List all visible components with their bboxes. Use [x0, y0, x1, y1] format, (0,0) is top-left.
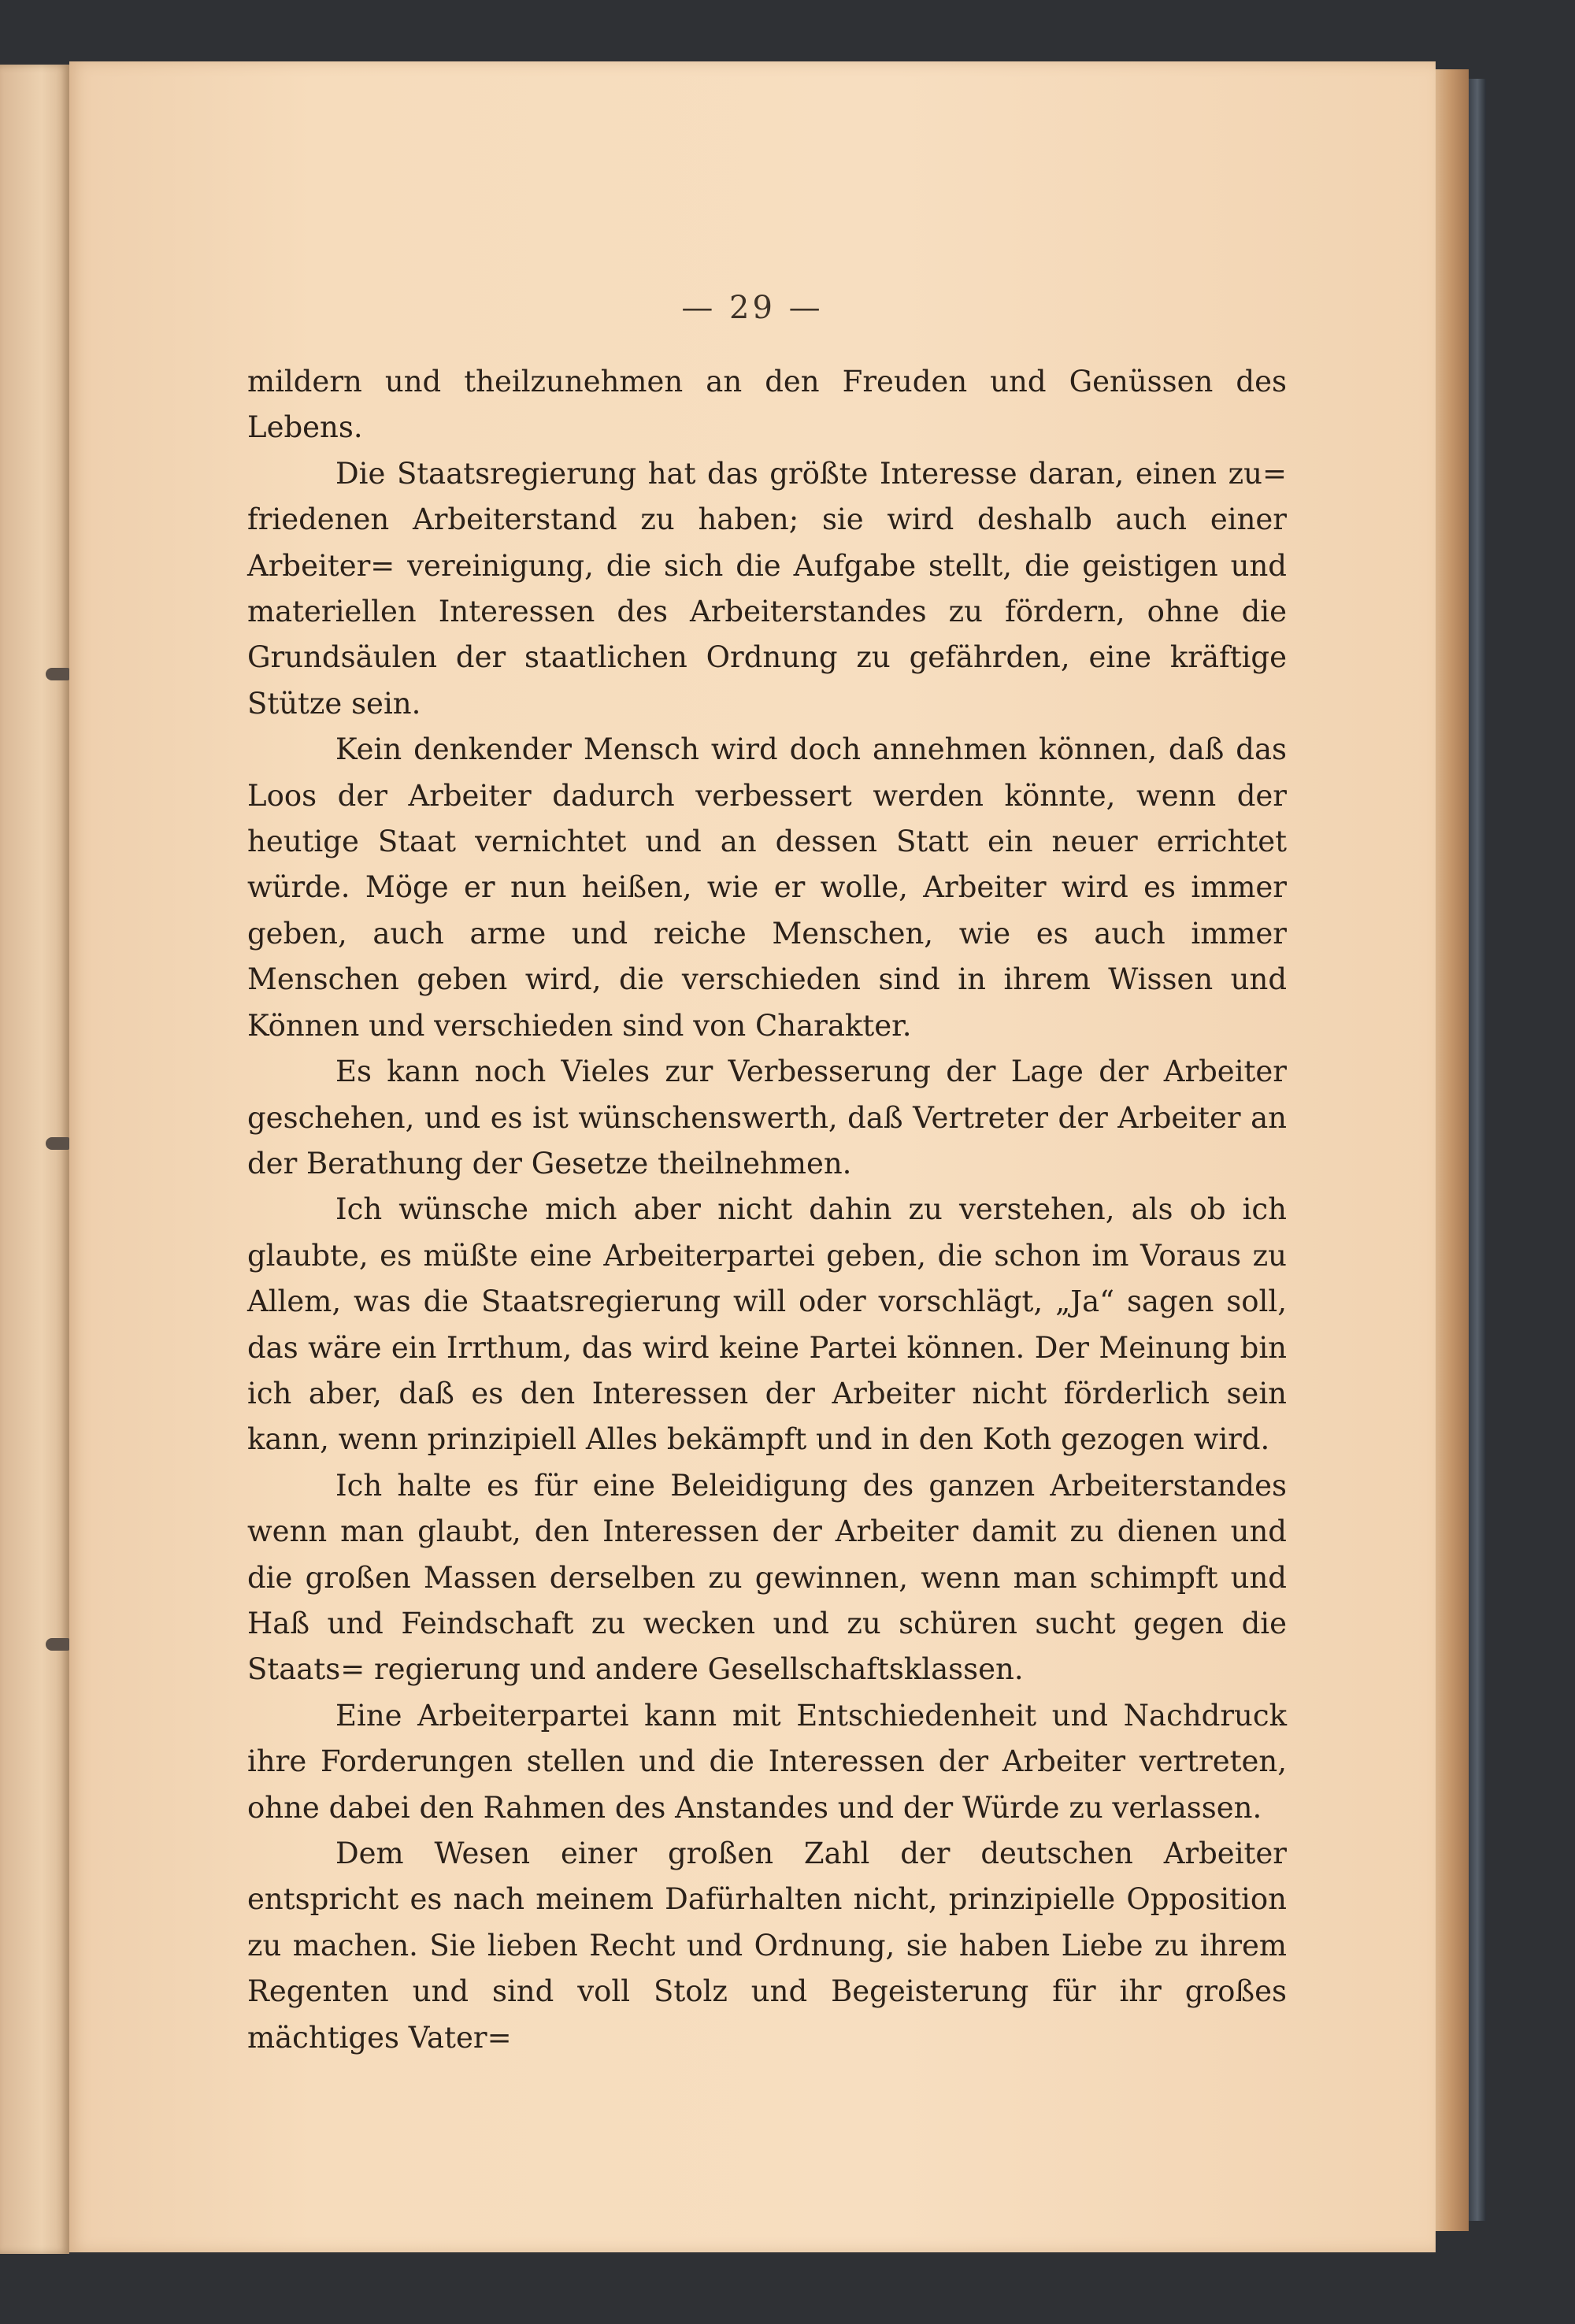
page-number: — 29 —	[681, 290, 824, 326]
facing-page-edge	[0, 65, 69, 2254]
paragraph: Es kann noch Vieles zur Verbesserung der Lage der Arbeiter geschehen, und es ist wünschenswerth, daß Vertreter der Arbeiter an der Berathung der Gesetze theilnehmen.	[247, 1055, 1287, 1181]
page-block-edge	[1436, 69, 1469, 2231]
binding-hole	[46, 668, 69, 680]
paragraph: Dem Wesen einer großen Zahl der deutschen Arbeiter entspricht es nach meinem Dafürhalten nicht, prinzipielle Opposition zu machen. Sie lieben Recht und Ordnung, sie haben Liebe zu ihrem Regenten und sind voll Stolz und Begeisterung für ihr großes mächtiges Vater=	[247, 1837, 1287, 2055]
book-spine	[1469, 79, 1486, 2221]
paragraph: Eine Arbeiterpartei kann mit Entschiedenheit und Nachdruck ihre Forderungen stellen und die Interessen der Arbeiter vertreten, ohne dabei den Rahmen des Anstandes und der Würde zu verlassen.	[247, 1698, 1287, 1825]
book-page	[69, 61, 1436, 2252]
paragraph: Kein denkender Mensch wird doch annehmen können, daß das Loos der Arbeiter dadurch verbessert werden könnte, wenn der heutige Staat vernichtet und an dessen Statt ein neuer errichtet würde. Möge er nun heißen, wie er wolle, Arbeiter wird es immer geben, auch arme und reiche Menschen, wie es auch immer Menschen geben wird, die verschieden sind in ihrem Wissen und Können und verschieden sind von Charakter.	[247, 732, 1287, 1043]
binding-hole	[46, 1137, 69, 1150]
paragraph: Ich wünsche mich aber nicht dahin zu verstehen, als ob ich glaubte, es müßte eine Arbeiterpartei geben, die schon im Voraus zu Allem, was die Staatsregierung will oder vorschlägt, „Ja“ sagen soll, das wäre ein Irrthum, das wird keine Partei können. Der Meinung bin ich aber, daß es den Interessen der Arbeiter nicht förderlich sein kann, wenn prinzipiell Alles bekämpft und in den Koth gezogen wird.	[247, 1192, 1287, 1457]
body-text	[247, 359, 1287, 2061]
paragraph: Ich halte es für eine Beleidigung des ganzen Arbeiterstandes wenn man glaubt, den Interessen der Arbeiter damit zu dienen und die großen Massen derselben zu gewinnen, wenn man schimpft und Haß und Feindschaft zu wecken und zu schüren sucht gegen die Staats= regierung und andere Gesellschaftsklassen.	[247, 1468, 1287, 1687]
binding-hole	[46, 1638, 69, 1651]
paragraph: Die Staatsregierung hat das größte Interesse daran, einen zu= friedenen Arbeiterstand zu haben; sie wird deshalb auch einer Arbeiter= vereinigung, die sich die Aufgabe stellt, die geistigen und materiellen Interessen des Arbeiterstandes zu fördern, ohne die Grundsäulen der staatlichen Ordnung zu gefährden, eine kräftige Stütze sein.	[247, 456, 1287, 721]
paragraph: mildern und theilzunehmen an den Freuden und Genüssen des Lebens.	[247, 365, 1287, 445]
